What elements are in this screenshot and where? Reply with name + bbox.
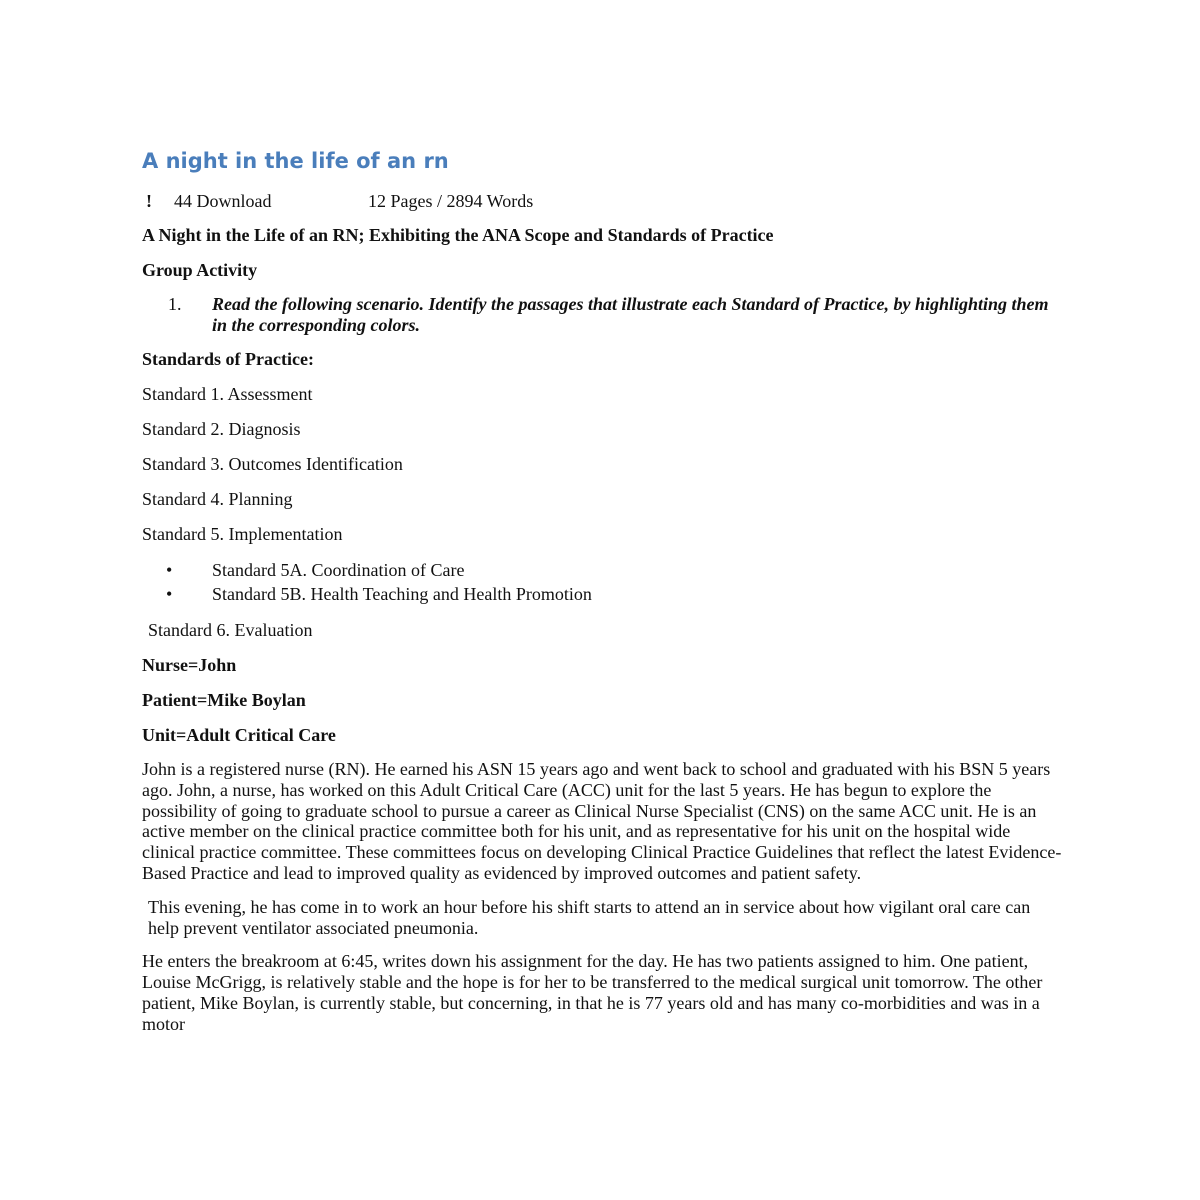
- bullet-icon: •: [166, 584, 173, 604]
- standard-item: Standard 3. Outcomes Identification: [142, 454, 403, 474]
- document-meta: [142, 190, 1062, 212]
- list-item: [142, 582, 1062, 606]
- list-number: 1.: [168, 294, 182, 314]
- instruction-text: Read the following scenario. Identify the passages that illustrate each Standard of Practice, by highlighting them in the corresponding colors.: [212, 294, 1049, 335]
- list-item: [142, 294, 1062, 336]
- download-icon[interactable]: !: [146, 191, 152, 211]
- sub-standards-list: [142, 558, 1062, 606]
- bullet-icon: •: [166, 560, 173, 580]
- download-count: 44 Download: [174, 191, 272, 211]
- unit-label: Unit=Adult Critical Care: [142, 725, 336, 745]
- standard-item: Standard 2. Diagnosis: [142, 419, 301, 439]
- standard-item: Standard 5. Implementation: [142, 524, 343, 544]
- body-paragraph: He enters the breakroom at 6:45, writes down his assignment for the day. He has two patients assigned to him. One patient, Louise McGrigg, is relatively stable and the hope is for her to be transferred to the medical surgical unit tomorrow. The other patient, Mike Boylan, is currently stable, but concerning, in that he is 77 years old and has many co-morbidities and was in a motor: [142, 951, 1043, 1034]
- document-content: [142, 144, 1062, 1048]
- standards-heading: Standards of Practice:: [142, 349, 314, 369]
- standard-item: Standard 4. Planning: [142, 489, 293, 509]
- sub-standard-text: Standard 5A. Coordination of Care: [212, 560, 465, 580]
- group-activity-heading: Group Activity: [142, 260, 258, 280]
- pages-words-count: 12 Pages / 2894 Words: [368, 191, 534, 211]
- sub-standard-text: Standard 5B. Health Teaching and Health Promotion: [212, 584, 592, 604]
- body-paragraph: John is a registered nurse (RN). He earned his ASN 15 years ago and went back to school and graduated with his BSN 5 years ago. John, a nurse, has worked on this Adult Critical Care (ACC) unit for the last 5 years. He has begun to explore the possibility of going to graduate school to pursue a career as Clinical Nurse Specialist (CNS) on the same ACC unit. He is an active member on the clinical practice committee both for his unit, and as representative for his unit on the hospital wide clinical practice committee. These committees focus on developing Clinical Practice Guidelines that reflect the latest Evidence-Based Practice and lead to improved quality as evidenced by improved outcomes and patient safety.: [142, 759, 1062, 883]
- document-title: A night in the life of an rn: [142, 149, 449, 173]
- patient-label: Patient=Mike Boylan: [142, 690, 306, 710]
- main-heading: A Night in the Life of an RN; Exhibiting the ANA Scope and Standards of Practice: [142, 225, 774, 245]
- standard-item: Standard 6. Evaluation: [148, 620, 313, 640]
- nurse-label: Nurse=John: [142, 655, 237, 675]
- list-item: [142, 558, 1062, 582]
- standard-item: Standard 1. Assessment: [142, 384, 313, 404]
- body-paragraph: This evening, he has come in to work an hour before his shift starts to attend an in service about how vigilant oral care can help prevent ventilator associated pneumonia.: [148, 896, 1031, 938]
- instruction-list: [142, 294, 1062, 336]
